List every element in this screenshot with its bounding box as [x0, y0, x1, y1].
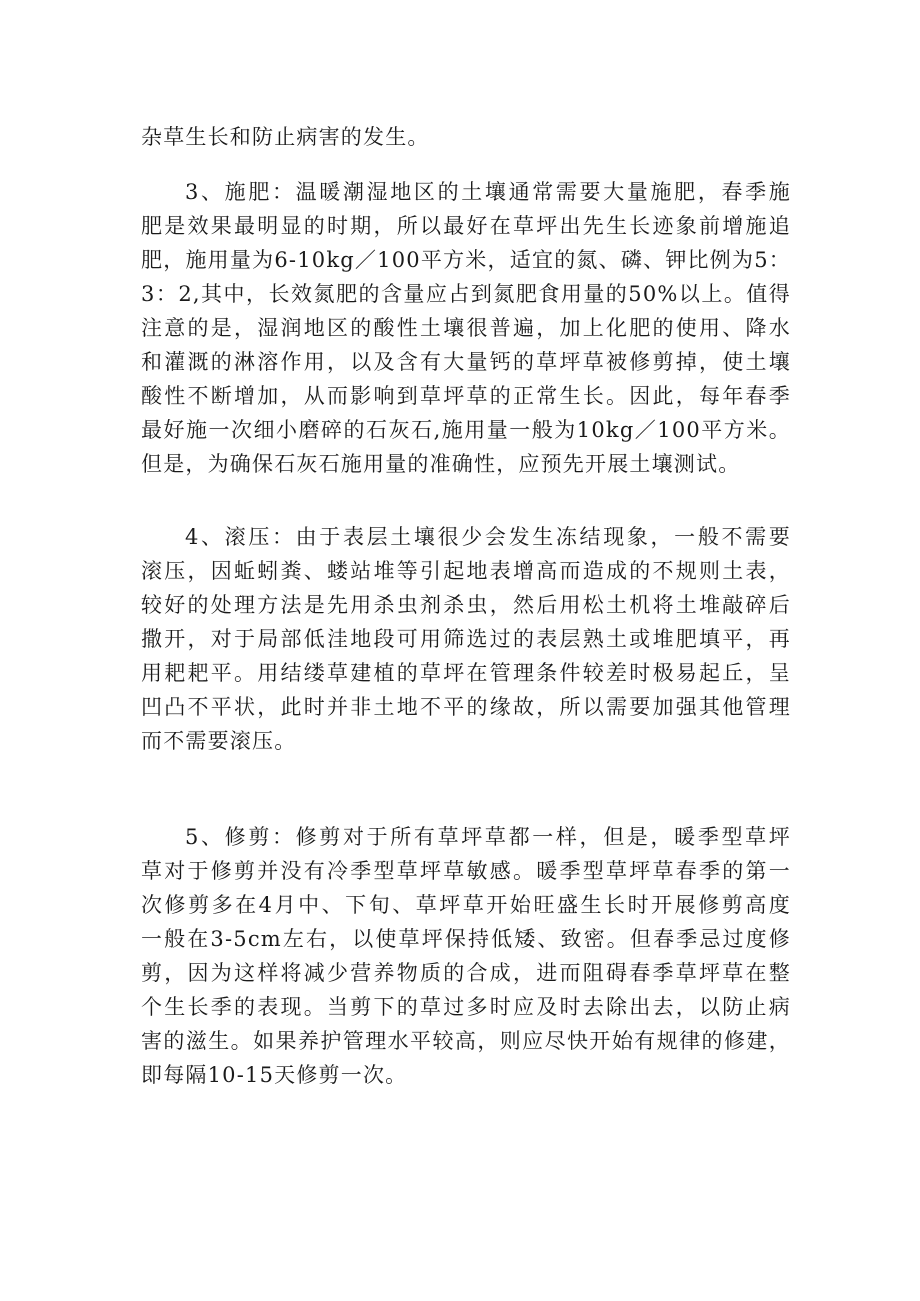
- text-line: 酸性不断增加，从而影响到草坪草的正常生长。因此，每年春季: [141, 384, 791, 408]
- text-line: 注意的是，湿润地区的酸性土壤很普遍，加上化肥的使用、降水: [141, 316, 791, 340]
- text-line: 滚压，因蚯蚓粪、蝼站堆等引起地表增高而造成的不规则土表，: [141, 559, 791, 583]
- text-line: 害的滋生。如果养护管理水平较高，则应尽快开始有规律的修建，: [141, 1029, 791, 1053]
- text-line: 肥，施用量为6-10kg／100平方米，适宜的氮、磷、钾比例为5：: [141, 248, 791, 272]
- text-line: 和灌溉的淋溶作用，以及含有大量钙的草坪草被修剪掉，使土壤: [141, 350, 791, 374]
- text-line: 凹凸不平状，此时并非土地不平的缘故，所以需要加强其他管理: [141, 695, 791, 719]
- text-line: 次修剪多在4月中、下旬、草坪草开始旺盛生长时开展修剪高度: [141, 893, 791, 917]
- text-line: 最好施一次细小磨碎的石灰石,施用量一般为10kg／100平方米。: [141, 418, 791, 442]
- text-line: 个生长季的表现。当剪下的草过多时应及时去除出去，以防止病: [141, 995, 791, 1019]
- text-line: 较好的处理方法是先用杀虫剂杀虫，然后用松土机将土堆敲碎后: [141, 593, 791, 617]
- paragraph-fertilizing: [141, 175, 791, 481]
- text-line: 而不需要滚压。: [141, 729, 297, 753]
- text-line: 肥是效果最明显的时期，所以最好在草坪出先生长迹象前增施追: [141, 214, 791, 238]
- paragraph-continuation: [141, 120, 791, 154]
- text-line: 即每隔10-15天修剪一次。: [141, 1063, 408, 1087]
- text-line: 但是，为确保石灰石施用量的准确性，应预先开展土壤测试。: [141, 452, 741, 476]
- text-line: 草对于修剪并没有冷季型草坪草敏感。暖季型草坪草春季的第一: [141, 859, 791, 883]
- paragraph-rolling: [141, 520, 791, 758]
- paragraph-mowing: [141, 820, 791, 1092]
- text-line: 剪，因为这样将减少营养物质的合成，进而阻碍春季草坪草在整: [141, 961, 791, 985]
- text-line: 用耙耙平。用结缕草建植的草坪在管理条件较差时极易起丘，呈: [141, 661, 791, 685]
- text-line: 4、滚压：由于表层土壤很少会发生冻结现象，一般不需要: [185, 525, 791, 549]
- text-line: 3：2,其中，长效氮肥的含量应占到氮肥食用量的50%以上。值得: [141, 282, 791, 306]
- text-line: 5、修剪：修剪对于所有草坪草都一样，但是，暖季型草坪: [185, 825, 791, 849]
- text-line: 3、施肥：温暖潮湿地区的土壤通常需要大量施肥，春季施: [185, 180, 791, 204]
- text-line: 一般在3-5cm左右，以使草坪保持低矮、致密。但春季忌过度修: [141, 927, 791, 951]
- text-line: 撒开，对于局部低洼地段可用筛选过的表层熟土或堆肥填平，再: [141, 627, 791, 651]
- text-line: 杂草生长和防止病害的发生。: [141, 125, 430, 149]
